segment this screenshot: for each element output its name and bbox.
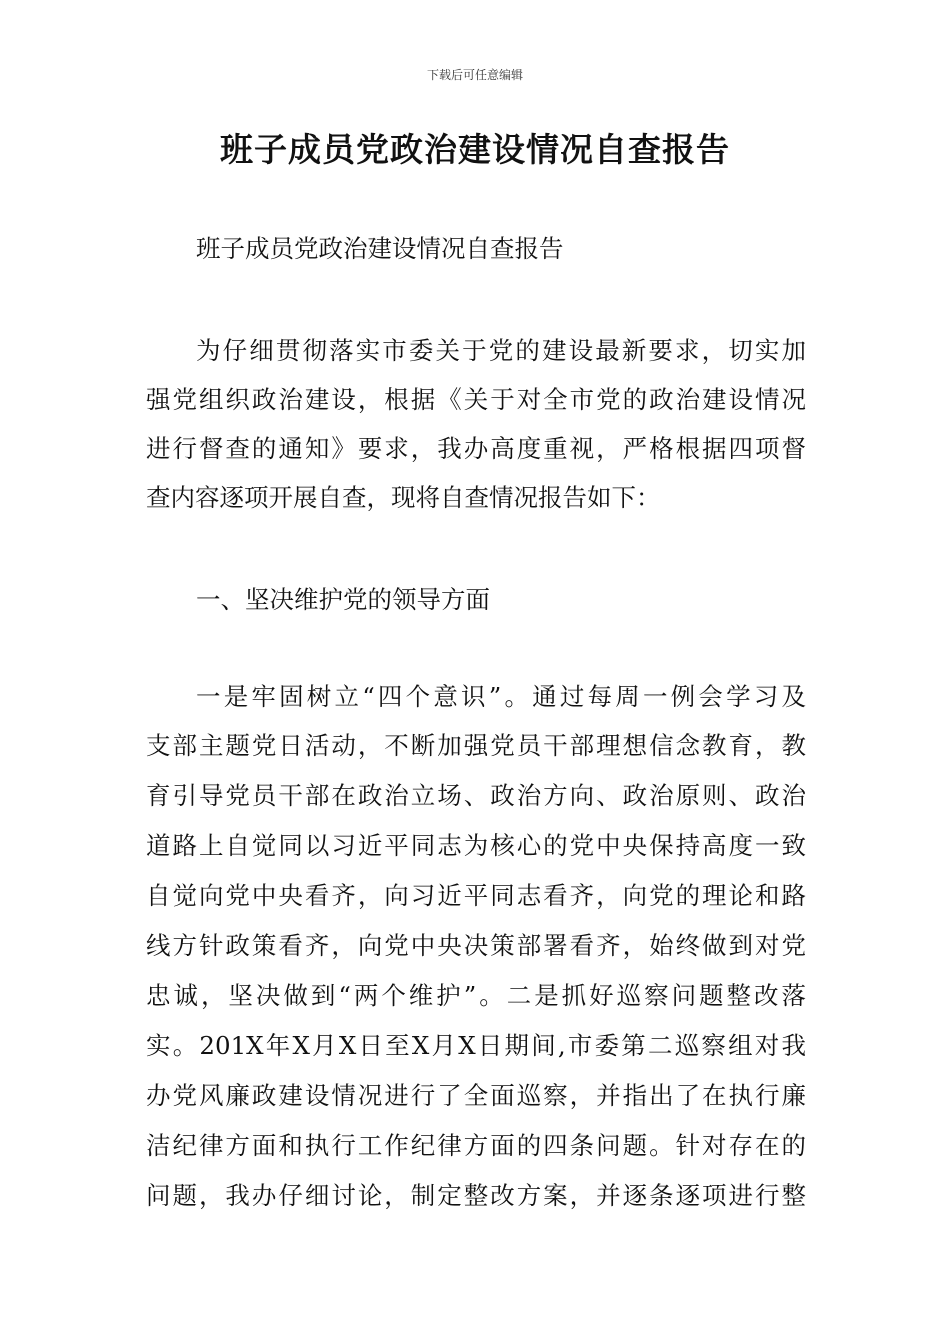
intro-line: 强党组织政治建设，根据《关于对全市党的政治建设情况 xyxy=(146,385,806,414)
body-line: 洁纪律方面和执行工作纪律方面的四条问题。针对存在的 xyxy=(146,1131,806,1160)
body-line: 实。201X年X月X日至X月X日期间,市委第二巡察组对我 xyxy=(146,1031,806,1060)
body-line: 支部主题党日活动，不断加强党员干部理想信念教育，教 xyxy=(146,731,806,760)
body-line: 线方针政策看齐，向党中央决策部署看齐，始终做到对党 xyxy=(146,931,806,960)
intro-line: 为仔细贯彻落实市委关于党的建设最新要求，切实加 xyxy=(196,336,806,365)
body-line: 办党风廉政建设情况进行了全面巡察，并指出了在执行廉 xyxy=(146,1081,806,1110)
body-line: 一是牢固树立“四个意识”。通过每周一例会学习及 xyxy=(196,682,806,711)
intro-line: 查内容逐项开展自查，现将自查情况报告如下： xyxy=(146,483,661,512)
body-line: 问题，我办仔细讨论，制定整改方案，并逐条逐项进行整 xyxy=(146,1181,806,1210)
intro-line: 进行督查的通知》要求，我办高度重视，严格根据四项督 xyxy=(146,434,806,463)
document-title: 班子成员党政治建设情况自查报告 xyxy=(220,130,730,169)
header-note: 下载后可任意编辑 xyxy=(426,68,523,82)
body-line: 道路上自觉同以习近平同志为核心的党中央保持高度一致 xyxy=(146,831,806,860)
section-heading: 一、坚决维护党的领导方面 xyxy=(196,585,490,614)
body-line: 忠诚，坚决做到“两个维护”。二是抓好巡察问题整改落 xyxy=(146,981,806,1010)
subtitle: 班子成员党政治建设情况自查报告 xyxy=(196,234,564,263)
body-line: 育引导党员干部在政治立场、政治方向、政治原则、政治 xyxy=(146,781,806,810)
body-line: 自觉向党中央看齐，向习近平同志看齐，向党的理论和路 xyxy=(146,881,806,910)
